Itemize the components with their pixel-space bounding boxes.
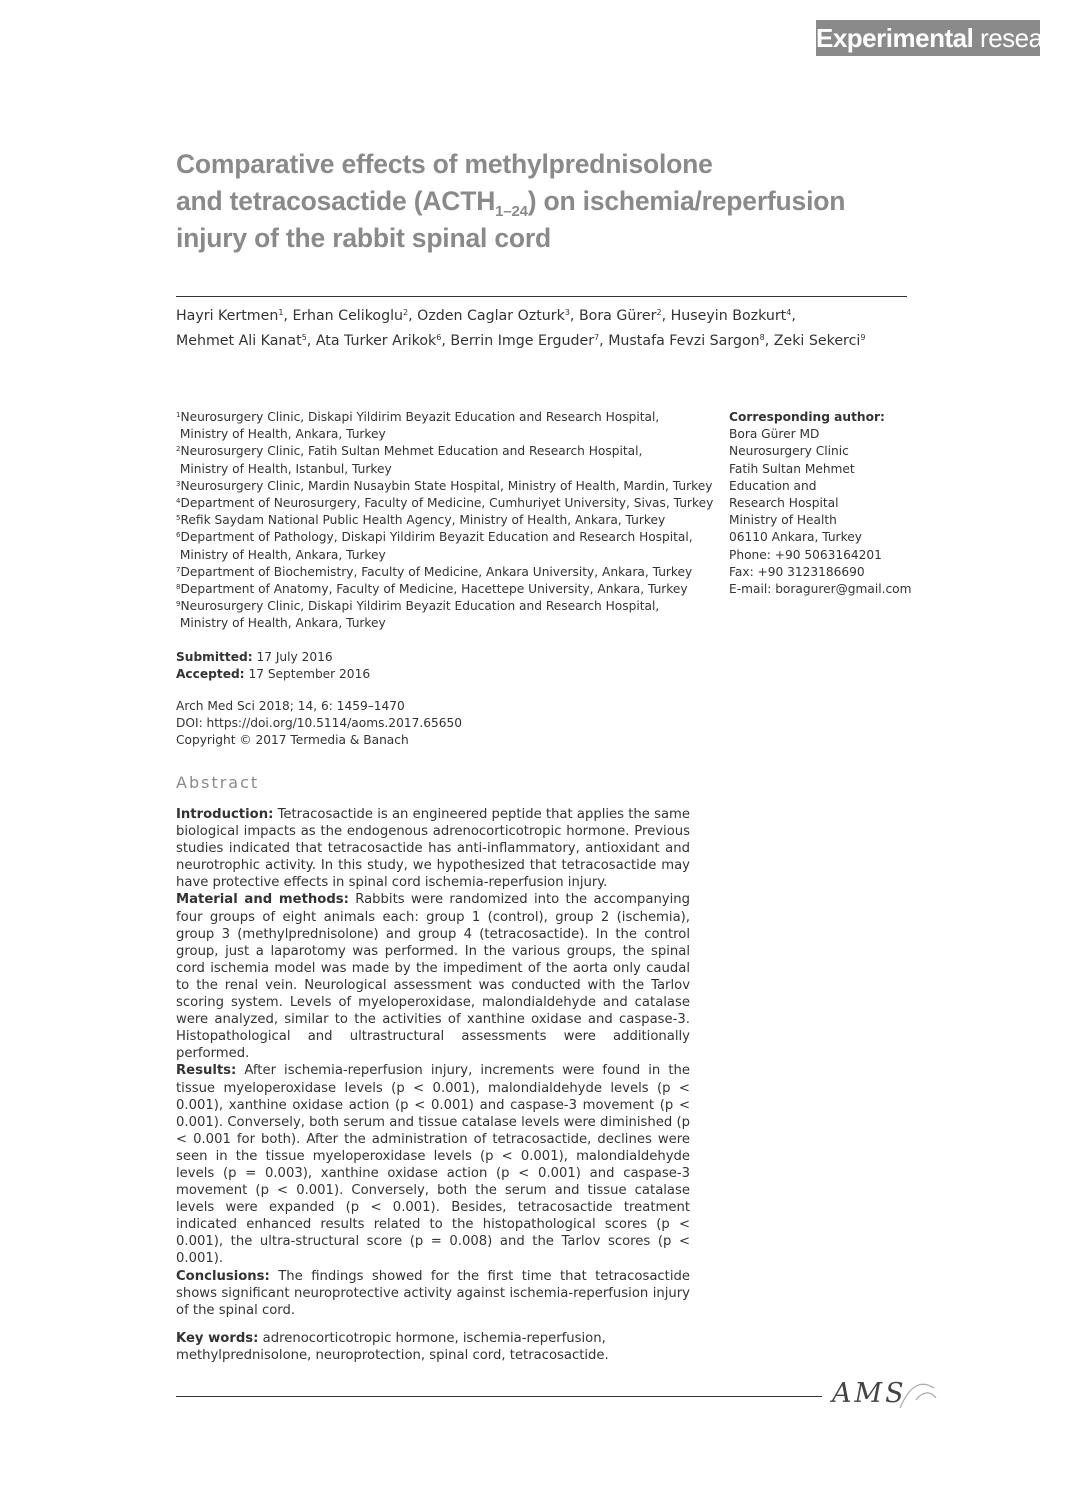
submitted-label: Submitted: — [176, 650, 253, 664]
abstract-section — [176, 891, 690, 1062]
author-affiliation-number: 7 — [594, 333, 600, 342]
author-affiliation-number: 9 — [860, 333, 866, 342]
affiliation-item — [176, 478, 713, 495]
corresponding-heading: Corresponding author: — [729, 410, 885, 424]
author-separator: , — [306, 333, 316, 349]
section-label-rest: research — [980, 23, 1077, 53]
article-title — [176, 146, 906, 257]
corresponding-line: Research Hospital — [729, 496, 839, 511]
accepted-row — [176, 666, 370, 683]
affiliation-number: 8 — [176, 583, 181, 592]
title-divider — [176, 296, 907, 297]
abstract-section — [176, 1268, 690, 1319]
corresponding-line: Bora Gürer MD — [729, 427, 820, 442]
affiliation-number: 6 — [176, 531, 181, 540]
author-separator: , — [599, 333, 609, 349]
abstract-section — [176, 1062, 690, 1267]
abstract-section-label: Conclusions: — [176, 1268, 270, 1284]
corresponding-line: Fax: +90 3123186690 — [729, 564, 865, 579]
footer-divider — [176, 1396, 822, 1397]
abstract-section-text: The findings showed for the first time that tetracosactide shows significant neuroprotective activity against ischemia-reperfusion injury of the spinal cord. — [176, 1268, 690, 1318]
affiliation-item — [176, 495, 714, 512]
keywords — [176, 1330, 690, 1364]
submitted-row — [176, 649, 370, 666]
keywords-label: Key words: — [176, 1331, 259, 1346]
corresponding-line: Ministry of Health — [729, 513, 837, 528]
affiliation-number: 9 — [176, 600, 181, 609]
affiliation-text: Department of Biochemistry, Faculty of Medicine, Ankara University, Ankara, Turkey — [180, 564, 693, 579]
corresponding-details — [729, 426, 929, 598]
affiliation-continuation: Ministry of Health, Ankara, Turkey — [176, 427, 386, 442]
affiliation-text: Neurosurgery Clinic, Mardin Nusaybin State Hospital, Ministry of Health, Mardin, Turkey — [180, 478, 713, 493]
author-name: Berrin Imge Erguder — [450, 333, 595, 349]
logo-flourish-icon — [896, 1378, 940, 1418]
author-separator: , — [283, 308, 293, 324]
author-affiliation-number: 5 — [301, 333, 307, 342]
affiliation-item — [176, 409, 706, 426]
author-separator: , — [661, 308, 671, 324]
affiliation-text: Neurosurgery Clinic, Fatih Sultan Mehmet Education and Research Hospital, — [180, 444, 643, 459]
affiliation-number: 4 — [176, 497, 181, 506]
affiliation-number: 2 — [176, 445, 181, 454]
title-line-2 — [176, 183, 906, 220]
abstract-section-text: After ischemia-reperfusion injury, increments were found in the tissue myeloperoxidase levels (p < 0.001), malondialdehyde levels (p < 0.001), xanthine oxidase action (p < 0.001) and caspase-3 movement (p < 0.001). Conversely, both serum and tissue catalase levels were diminished (p < 0.001 for both). After the administration of tetracosactide, declines were seen in the tissue myeloperoxidase levels (p < 0.001), malondialdehyde levels (p = 0.003), xanthine oxidase action (p < 0.001) and caspase-3 movement (p < 0.001). Conversely, both the serum and tissue catalase levels were expanded (p < 0.001). Besides, tetracosactide treatment indicated enhanced results related to the histopathological scores (p < 0.001), the ultra-structural score (p = 0.008) and the Tarlov scores (p < 0.001). — [176, 1063, 690, 1267]
title-line-2b: ) on ischemia/reperfusion — [527, 186, 846, 216]
citation-block — [176, 698, 462, 750]
accepted-date: 17 September 2016 — [248, 667, 371, 682]
author-separator: , — [408, 308, 418, 324]
section-label — [816, 20, 1077, 56]
author-name: Huseyin Bozkurt — [670, 308, 787, 324]
author-name: Erhan Celikoglu — [292, 308, 404, 324]
author-separator: , — [791, 308, 796, 324]
author-name: Mehmet Ali Kanat — [176, 333, 302, 349]
title-line-3: injury of the rabbit spinal cord — [176, 223, 551, 253]
author-affiliation-number: 8 — [759, 333, 765, 342]
author-affiliation-number: 6 — [436, 333, 442, 342]
author-list — [176, 304, 916, 354]
author-name: Bora Gürer — [578, 308, 657, 324]
author-name: Mustafa Fevzi Sargon — [608, 333, 760, 349]
journal-citation: Arch Med Sci 2018; 14, 6: 1459–1470 — [176, 699, 405, 713]
affiliation-item — [176, 443, 706, 460]
affiliation-item — [176, 512, 706, 529]
author-separator: , — [441, 333, 451, 349]
journal-logo: AMS — [832, 1378, 907, 1409]
affiliation-item — [176, 598, 706, 615]
title-line-2a: and tetracosactide (ACTH — [176, 186, 496, 216]
author-affiliation-number: 4 — [786, 308, 792, 317]
author-affiliation-number: 1 — [278, 308, 284, 317]
keywords-text: adrenocorticotropic hormone, ischemia-reperfusion, methylprednisolone, neuroprotection, spinal cord, tetracosactide. — [176, 1331, 609, 1364]
affiliation-number: 3 — [176, 479, 181, 488]
author-affiliation-number: 2 — [656, 308, 662, 317]
author-affiliation-number: 3 — [564, 308, 570, 317]
affiliation-item — [176, 564, 706, 581]
corresponding-line: 06110 Ankara, Turkey — [729, 530, 862, 545]
corresponding-line: Neurosurgery Clinic — [729, 444, 849, 459]
affiliation-item — [176, 581, 706, 598]
author-name: Zeki Sekerci — [773, 333, 861, 349]
submitted-date: 17 July 2016 — [256, 650, 333, 664]
abstract-section-text: Tetracosactide is an engineered peptide that applies the same biological impacts as the endogenous adrenocorticotropic hormone. Previous studies indicated that tetracosactide has anti-inflammatory, antioxidant and neurotrophic activity. In this study, we hypothesized that tetracosactide may have protective effects in spinal cord ischemia-reperfusion injury. — [176, 807, 690, 891]
abstract-section — [176, 806, 690, 891]
affiliation-item — [176, 529, 706, 546]
submission-dates — [176, 649, 370, 683]
corresponding-line: Phone: +90 5063164201 — [729, 547, 882, 562]
copyright: Copyright © 2017 Termedia & Banach — [176, 733, 409, 748]
affiliation-continuation: Ministry of Health, Ankara, Turkey — [176, 616, 386, 631]
abstract-section-label: Introduction: — [176, 807, 274, 822]
affiliation-text: Refik Saydam National Public Health Agency, Ministry of Health, Ankara, Turkey — [180, 513, 666, 528]
affiliation-number: 1 — [176, 411, 181, 419]
author-affiliation-number: 2 — [403, 308, 409, 317]
affiliation-number: 5 — [176, 514, 181, 523]
doi-link[interactable]: DOI: https://doi.org/10.5114/aoms.2017.65650 — [176, 716, 462, 731]
affiliation-number: 7 — [176, 565, 181, 574]
abstract-body — [176, 806, 690, 1319]
author-name: Ata Turker Arikok — [315, 333, 437, 349]
affiliation-text: Neurosurgery Clinic, Diskapi Yildirim Beyazit Education and Research Hospital, — [180, 410, 660, 424]
author-separator: , — [764, 333, 774, 349]
affiliation-continuation: Ministry of Health, Istanbul, Turkey — [176, 461, 392, 476]
accepted-label: Accepted: — [176, 667, 245, 682]
affiliation-text: Neurosurgery Clinic, Diskapi Yildirim Beyazit Education and Research Hospital, — [180, 599, 660, 614]
abstract-section-text: Rabbits were randomized into the accompanying four groups of eight animals each: group 1 (control), group 2 (ischemia), group 3 (methylprednisolone) and group 4 (tetracosactide). In the control group, just a laparotomy was performed. In the various groups, the spinal cord ischemia model was made by the impediment of the aorta only caudal to the renal vein. Neurological assessment was conducted with the Tarlov scoring system. Levels of myeloperoxidase, malondialdehyde and catalase were analyzed, similar to the activities of xanthine oxidase and caspase-3. Histopathological and ultrastructural assessments were additionally performed. — [176, 892, 690, 1062]
corresponding-line[interactable]: E-mail: boragurer@gmail.com — [729, 582, 912, 597]
abstract-section-label: Material and methods: — [176, 892, 349, 908]
title-line-1: Comparative effects of methylprednisolone — [176, 149, 713, 179]
abstract-heading: Abstract — [176, 773, 260, 792]
author-name: Hayri Kertmen — [176, 308, 279, 324]
affiliation-continuation: Ministry of Health, Ankara, Turkey — [176, 547, 386, 562]
affiliation-list — [176, 409, 714, 633]
corresponding-line: Fatih Sultan Mehmet — [729, 461, 855, 476]
author-name: Ozden Caglar Ozturk — [417, 308, 565, 324]
affiliation-text: Department of Pathology, Diskapi Yildirim Beyazit Education and Research Hospital, — [180, 530, 693, 545]
corresponding-author — [729, 409, 929, 598]
author-separator: , — [569, 308, 579, 324]
affiliation-text: Department of Neurosurgery, Faculty of Medicine, Cumhuriyet University, Sivas, Turkey — [180, 496, 714, 511]
title-subscript: 1–24 — [495, 203, 528, 220]
abstract-section-label: Results: — [176, 1063, 237, 1079]
affiliation-text: Department of Anatomy, Faculty of Medicine, Hacettepe University, Ankara, Turkey — [180, 582, 688, 597]
section-label-bold: Experimental — [816, 23, 974, 53]
corresponding-line: Education and — [729, 478, 817, 493]
